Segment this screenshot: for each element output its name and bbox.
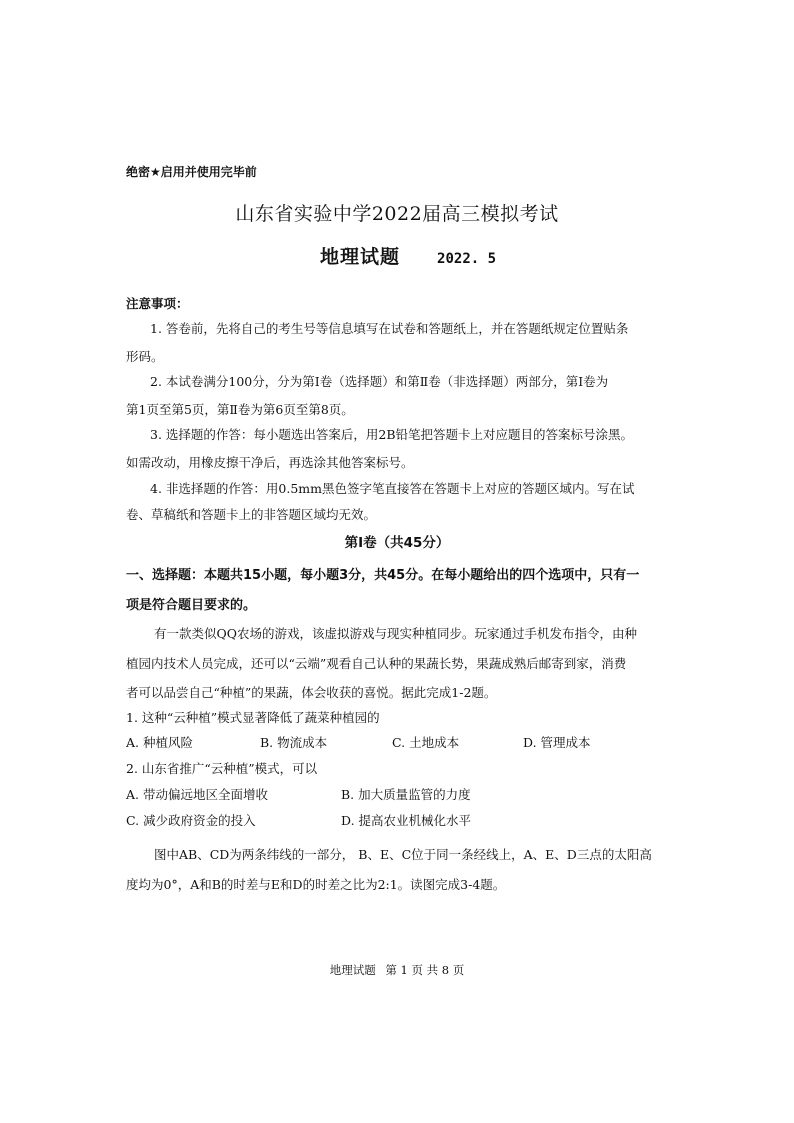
question-2-stem: 2. 山东省推广“云种植”模式，可以 xyxy=(126,761,318,776)
exam-date: 2022. 5 xyxy=(437,251,497,267)
note-1-line-1: 1. 答卷前，先将自己的考生号等信息填写在试卷和答题纸上，并在答题纸规定位置贴条 xyxy=(150,321,629,336)
subject-line xyxy=(0,242,794,269)
footer-subject: 地理试题 xyxy=(329,963,376,977)
note-1-line-2: 形码。 xyxy=(126,349,164,364)
passage-1-line-1: 有一款类似QQ农场的游戏，该虚拟游戏与现实种植同步。玩家通过手机发布指令，由种 xyxy=(154,626,637,641)
passage-2-line-2: 度均为0°，A和B的时差与E和D的时差之比为2:1。读图完成3-4题。 xyxy=(126,877,506,892)
section-instruction-line-2: 项是符合题目要求的。 xyxy=(126,598,257,613)
page-footer xyxy=(0,962,794,978)
section-title: 第Ⅰ卷（共45分） xyxy=(344,535,450,551)
passage-1-line-2: 植园内技术人员完成，还可以“云端”观看自己认种的果蔬长势，果蔬成熟后邮寄到家，消费 xyxy=(126,656,627,671)
question-1-stem: 1. 这种“云种植”模式显著降低了蔬菜种植园的 xyxy=(126,710,380,725)
footer-page-number: 第 1 页 共 8 页 xyxy=(385,963,465,977)
question-2-option-c: C. 减少政府资金的投入 xyxy=(126,813,256,828)
note-3-line-2: 如需改动，用橡皮擦干净后，再选涂其他答案标号。 xyxy=(126,455,414,470)
section-instruction-line-1: 一、选择题：本题共15小题，每小题3分，共45分。在每小题给出的四个选项中，只有一 xyxy=(126,568,640,583)
note-3-line-1: 3. 选择题的作答：每小题选出答案后，用2B铅笔把答题卡上对应题目的答案标号涂黑。 xyxy=(150,427,634,442)
question-2-option-d: D. 提高农业机械化水平 xyxy=(341,813,472,828)
note-2-line-2: 第1页至第5页，第Ⅱ卷为第6页至第8页。 xyxy=(126,402,354,417)
notes-heading: 注意事项： xyxy=(126,296,189,311)
subject-title: 地理试题 xyxy=(319,246,400,268)
question-2-option-b: B. 加大质量监管的力度 xyxy=(341,787,471,802)
passage-1-line-3: 者可以品尝自己“种植”的果蔬，体会收获的喜悦。据此完成1-2题。 xyxy=(126,685,497,700)
note-2-line-1: 2. 本试卷满分100分，分为第Ⅰ卷（选择题）和第Ⅱ卷（非选择题）两部分，第Ⅰ卷为 xyxy=(150,374,609,389)
question-1-option-b: B. 物流成本 xyxy=(260,735,328,750)
note-4-line-1: 4. 非选择题的作答：用0.5mm黑色签字笔直接答在答题卡上对应的答题区域内。写在试 xyxy=(150,481,635,496)
question-1-option-d: D. 管理成本 xyxy=(523,735,591,750)
question-2-option-a: A. 带动偏远地区全面增收 xyxy=(126,787,268,802)
note-4-line-2: 卷、草稿纸和答题卡上的非答题区域均无效。 xyxy=(126,507,377,522)
question-1-option-c: C. 土地成本 xyxy=(392,735,460,750)
exam-title: 山东省实验中学2022届高三模拟考试 xyxy=(235,203,559,225)
passage-2-line-1: 图中AB、CD为两条纬线的一部分， B、E、C位于同一条经线上，A、E、D三点的太阳高 xyxy=(154,847,652,862)
question-1-option-a: A. 种植风险 xyxy=(126,735,193,750)
confidential-label: 绝密★启用并使用完毕前 xyxy=(126,165,257,179)
